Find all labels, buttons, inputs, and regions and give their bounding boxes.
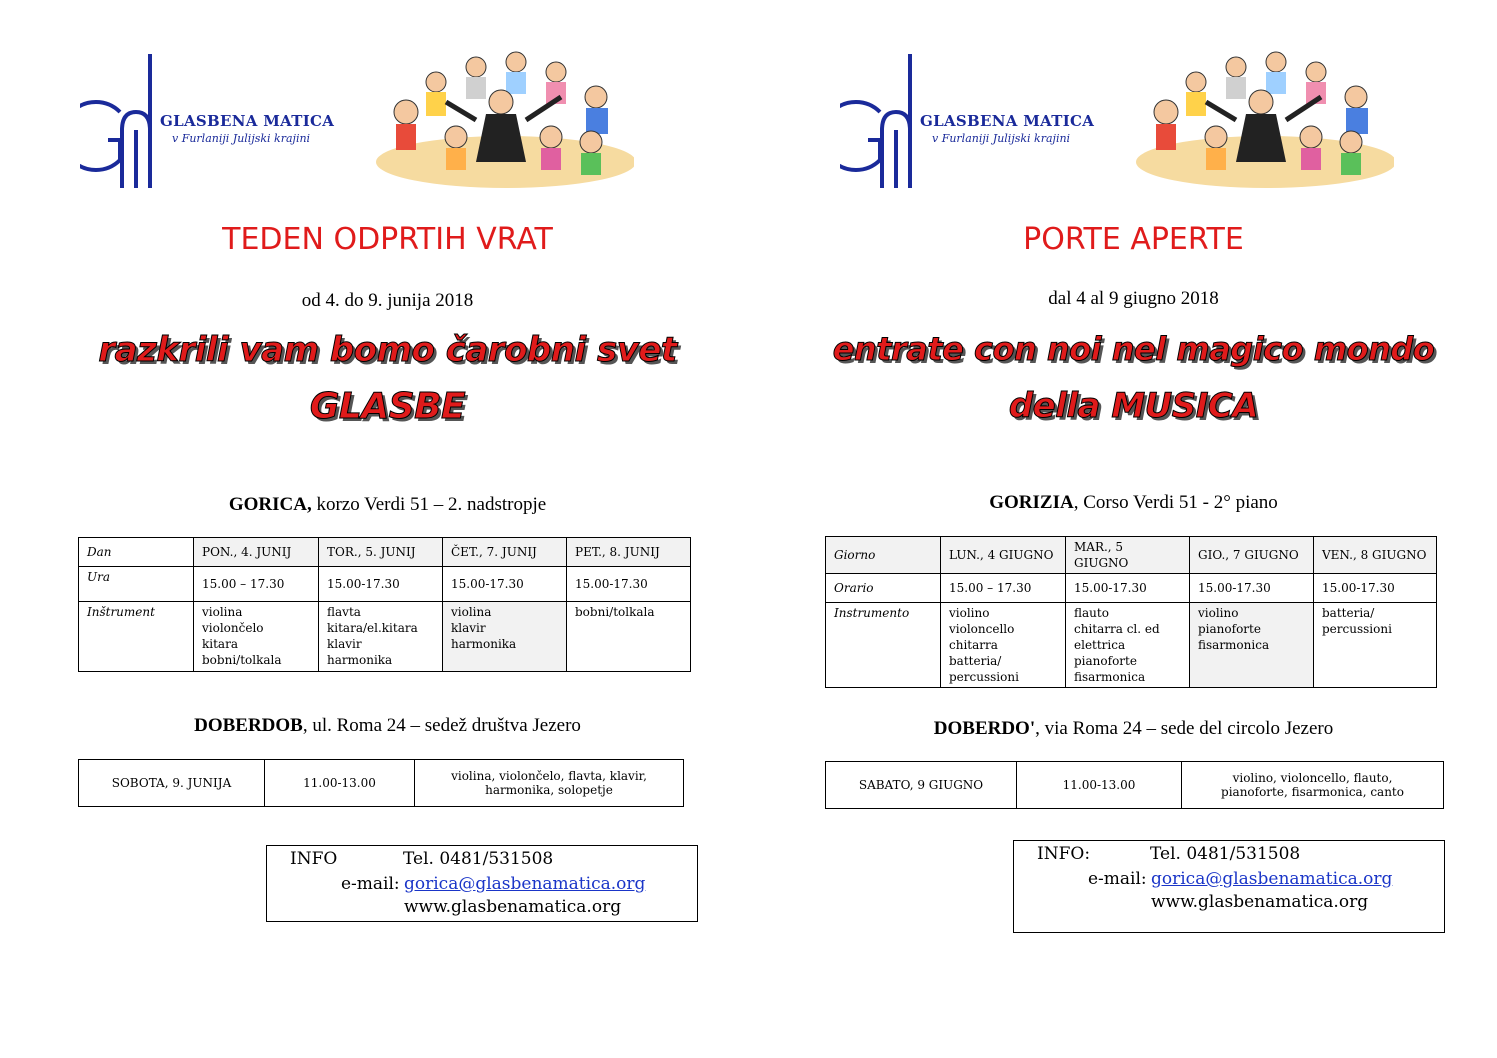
- slogan-right-line2: della MUSICA: [1008, 386, 1259, 426]
- location-gorica: [80, 494, 695, 516]
- row-label-day: Dan: [79, 538, 194, 567]
- info-label: INFO:: [1037, 844, 1091, 864]
- instrument-item: violoncello: [949, 622, 1015, 636]
- table-row: [826, 762, 1444, 809]
- location-doberdob-address: , ul. Roma 24 – sedež društva Jezero: [302, 715, 581, 736]
- instrument-item: fisarmonica: [1074, 670, 1146, 684]
- time-cell: 15.00-17.30: [567, 567, 691, 602]
- time-cell: 15.00 – 17.30: [194, 567, 319, 602]
- gm-monogram-icon: [840, 50, 920, 190]
- logo-org-name: GLASBENA MATICA: [160, 112, 335, 130]
- instrument-item: harmonika: [451, 637, 517, 651]
- time-cell: 15.00-17.30: [1066, 574, 1190, 603]
- location-gorizia: [826, 492, 1441, 514]
- instrument-item: elettrica: [1074, 638, 1126, 652]
- day-cell: PET., 8. JUNIJ: [567, 538, 691, 567]
- info-email-label: e-mail:: [341, 874, 400, 894]
- instrument-cell: [941, 603, 1066, 688]
- time-cell: 15.00-17.30: [443, 567, 567, 602]
- instrument-item: harmonika: [327, 653, 393, 667]
- time-cell: 15.00-17.30: [1314, 574, 1437, 603]
- orchestra-illustration: [366, 42, 634, 192]
- doberdob-table-left: [78, 759, 684, 807]
- location-doberdo-bold: DOBERDO': [933, 718, 1036, 739]
- logo-org-name: GLASBENA MATICA: [920, 112, 1095, 130]
- dob-time-cell: 11.00-13.00: [1017, 762, 1182, 809]
- info-email-link[interactable]: gorica@glasbenamatica.org: [1151, 869, 1393, 889]
- day-cell: VEN., 8 GIUGNO: [1314, 537, 1437, 574]
- day-cell: MAR., 5 GIUGNO: [1066, 537, 1190, 574]
- info-email-label: e-mail:: [1088, 869, 1147, 889]
- instrument-item: batteria/: [949, 654, 1002, 668]
- location-gorica-bold: GORICA,: [228, 494, 312, 515]
- dob-day-cell: SABATO, 9 GIUGNO: [826, 762, 1017, 809]
- info-email-link[interactable]: gorica@glasbenamatica.org: [404, 874, 646, 894]
- instrument-item: bobni/tolkala: [575, 605, 655, 619]
- info-box-right: [1013, 840, 1445, 933]
- instrument-item: klavir: [451, 621, 486, 635]
- instrument-item: pianoforte: [1074, 654, 1137, 668]
- instrument-item: bobni/tolkala: [202, 653, 282, 667]
- instrument-item: fisarmonica: [1198, 638, 1270, 652]
- instrument-item: percussioni: [949, 670, 1019, 684]
- instrument-cell: [1314, 603, 1437, 688]
- day-cell: LUN., 4 GIUGNO: [941, 537, 1066, 574]
- instrument-item: klavir: [327, 637, 362, 651]
- table-row: [826, 603, 1437, 688]
- location-gorizia-bold: GORIZIA: [989, 492, 1074, 513]
- title-right: PORTE APERTE: [1023, 222, 1244, 257]
- info-label: INFO: [290, 849, 338, 869]
- logo-right: [840, 50, 1130, 190]
- instrument-item: flavta: [327, 605, 361, 619]
- schedule-table-right: [825, 536, 1437, 688]
- instrument-cell: [319, 602, 443, 672]
- day-cell: TOR., 5. JUNIJ: [319, 538, 443, 567]
- table-row: [826, 537, 1437, 574]
- day-cell: GIO., 7 GIUGNO: [1190, 537, 1314, 574]
- location-doberdob: [80, 715, 695, 737]
- dates-left: od 4. do 9. junija 2018: [301, 290, 474, 311]
- row-label-instrument: Instrumento: [826, 603, 941, 688]
- instrument-item: chitarra cl. ed: [1074, 622, 1160, 636]
- location-doberdo-address: , via Roma 24 – sede del circolo Jezero: [1035, 718, 1334, 739]
- instrument-item: violino: [949, 606, 990, 620]
- row-label-time: Ura: [79, 567, 194, 602]
- orchestra-illustration: [1126, 42, 1394, 192]
- instrument-item: violino: [1198, 606, 1239, 620]
- dob-instrument-cell: [1182, 762, 1444, 809]
- instrument-cell: [1066, 603, 1190, 688]
- location-doberdo: [826, 718, 1441, 740]
- row-label-time: Orario: [826, 574, 941, 603]
- title-left: TEDEN ODPRTIH VRAT: [222, 222, 553, 257]
- row-label-instrument: Inštrument: [79, 602, 194, 672]
- dob-instrument-line: pianoforte, fisarmonica, canto: [1221, 785, 1404, 799]
- table-row: [826, 574, 1437, 603]
- instrument-item: violina: [451, 605, 492, 619]
- instrument-item: kitara/el.kitara: [327, 621, 418, 635]
- instrument-cell: [194, 602, 319, 672]
- table-row: [79, 602, 691, 672]
- instrument-item: violina: [202, 605, 243, 619]
- info-website: www.glasbenamatica.org: [404, 897, 622, 917]
- day-cell: ČET., 7. JUNIJ: [443, 538, 567, 567]
- info-website: www.glasbenamatica.org: [1151, 892, 1369, 912]
- info-phone: Tel. 0481/531508: [403, 849, 554, 869]
- doberdo-table-right: [825, 761, 1444, 809]
- instrument-item: flauto: [1074, 606, 1109, 620]
- instrument-item: batteria/: [1322, 606, 1375, 620]
- schedule-table-left: [78, 537, 691, 672]
- logo-subtitle: v Furlaniji Julijski krajini: [932, 132, 1071, 145]
- gm-monogram-icon: [80, 50, 160, 190]
- table-row: [79, 538, 691, 567]
- instrument-item: percussioni: [1322, 622, 1392, 636]
- slogan-left-line2: GLASBE: [309, 386, 466, 427]
- instrument-item: violončelo: [202, 621, 264, 635]
- instrument-cell: [567, 602, 691, 672]
- dob-instrument-cell: [415, 760, 684, 807]
- location-doberdob-bold: DOBERDOB: [194, 715, 303, 736]
- info-box-left: [266, 845, 698, 922]
- logo-subtitle: v Furlaniji Julijski krajini: [172, 132, 311, 145]
- row-label-day: Giorno: [826, 537, 941, 574]
- dates-right: dal 4 al 9 giugno 2018: [1048, 288, 1219, 309]
- info-phone: Tel. 0481/531508: [1150, 844, 1301, 864]
- instrument-cell: [1190, 603, 1314, 688]
- time-cell: 15.00 – 17.30: [941, 574, 1066, 603]
- dob-instrument-line: violino, violoncello, flauto,: [1232, 771, 1393, 785]
- instrument-item: kitara: [202, 637, 238, 651]
- slogan-left-line1: razkrili vam bomo čarobni svet: [98, 330, 677, 370]
- dob-instrument-line: violina, violončelo, flavta, klavir,: [451, 769, 647, 783]
- instrument-item: pianoforte: [1198, 622, 1261, 636]
- table-row: [79, 760, 684, 807]
- time-cell: 15.00-17.30: [1190, 574, 1314, 603]
- table-row: [79, 567, 691, 602]
- logo-left: [80, 50, 370, 190]
- instrument-cell: [443, 602, 567, 672]
- dob-time-cell: 11.00-13.00: [265, 760, 415, 807]
- time-cell: 15.00-17.30: [319, 567, 443, 602]
- instrument-item: chitarra: [949, 638, 998, 652]
- location-gorizia-address: , Corso Verdi 51 - 2° piano: [1073, 492, 1278, 513]
- slogan-right-line1: entrate con noi nel magico mondo: [832, 330, 1435, 368]
- location-gorica-address: korzo Verdi 51 – 2. nadstropje: [311, 494, 547, 515]
- dob-day-cell: SOBOTA, 9. JUNIJA: [79, 760, 265, 807]
- dob-instrument-line: harmonika, solopetje: [485, 783, 613, 797]
- day-cell: PON., 4. JUNIJ: [194, 538, 319, 567]
